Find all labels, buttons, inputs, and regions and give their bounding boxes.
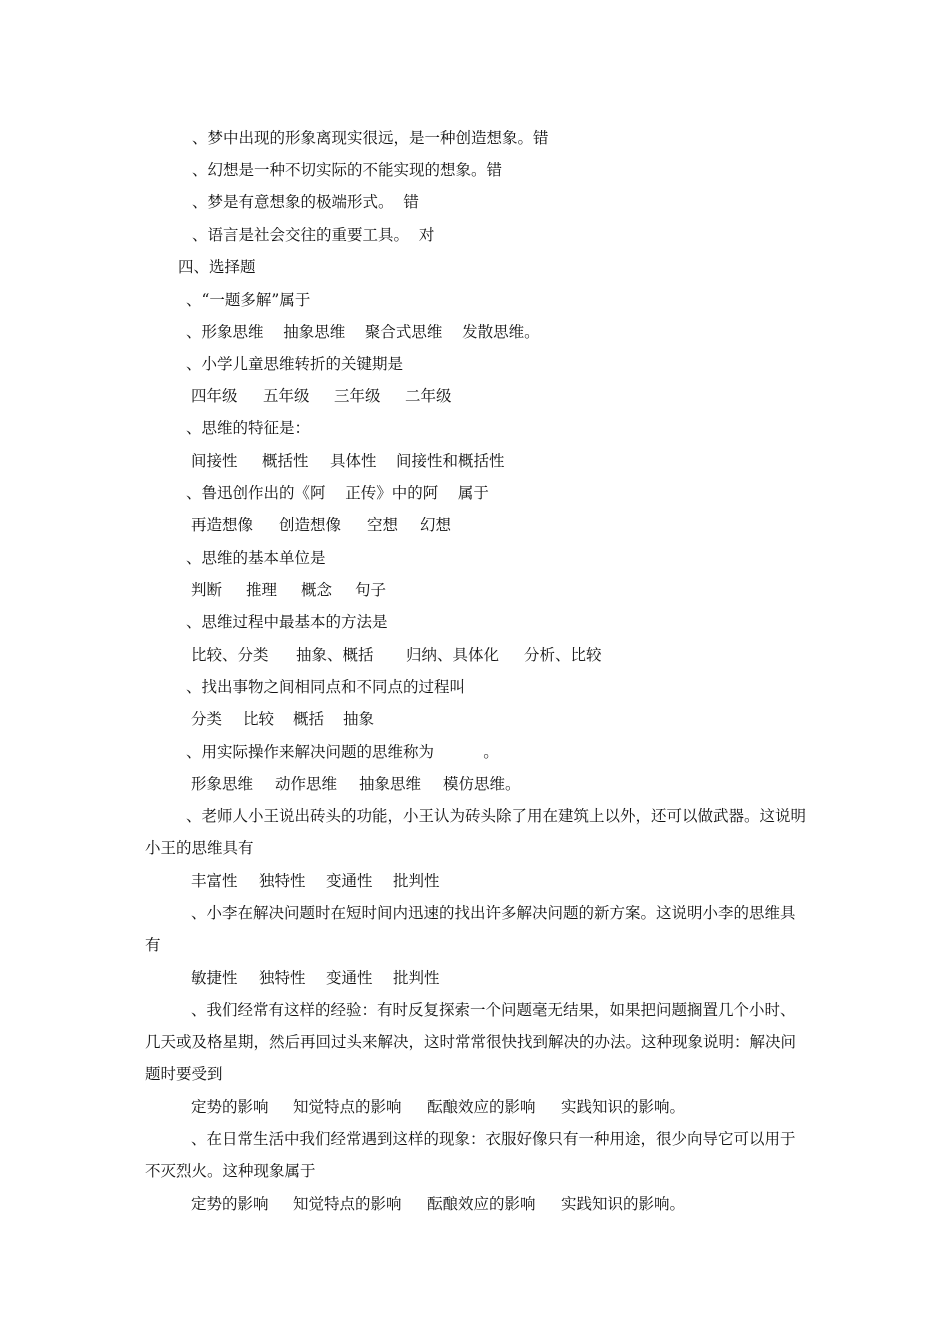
option: 知觉特点的影响 xyxy=(293,1195,402,1213)
option: 推理 xyxy=(246,581,278,599)
option: 独特性 xyxy=(259,872,306,890)
question-stem: 、在日常生活中我们经常遇到这样的现象：衣服好像只有一种用途，很少向导它可以用于不灭烈火。这种现象属于 xyxy=(145,1130,796,1180)
option: 概念 xyxy=(301,581,333,599)
option: 形象思维 xyxy=(191,775,254,793)
option: 抽象 xyxy=(343,710,375,728)
question-stem: 、找出事物之间相同点和不同点的过程叫 xyxy=(186,678,466,696)
option: 丰富性 xyxy=(191,872,238,890)
option: 间接性和概括性 xyxy=(396,452,505,470)
question-stem: 、小李在解决问题时在短时间内迅速的找出许多解决问题的新方案。这说明小李的思维具有 xyxy=(145,904,796,954)
question-options xyxy=(191,451,505,471)
question-stem: 、我们经常有这样的经验：有时反复探索一个问题毫无结果，如果把问题搁置几个小时、几天或及格星期，然后再回过头来解决，这时常常很快找到解决的办法。这种现象说明：解决问题时要受到 xyxy=(145,1001,797,1083)
option: 比较、分类 xyxy=(191,646,269,664)
question-options xyxy=(191,515,451,535)
option: 归纳、具体化 xyxy=(406,646,500,664)
question-options-line: 、形象思维 抽象思维 聚合式思维 发散思维。 xyxy=(186,323,540,341)
option: 概括性 xyxy=(262,452,309,470)
option: 模仿思维。 xyxy=(443,775,521,793)
option: 实践知识的影响。 xyxy=(561,1195,686,1213)
option: 三年级 xyxy=(334,387,381,405)
option: 定势的影响 xyxy=(191,1098,269,1116)
question-stem: 、用实际操作来解决问题的思维称为 。 xyxy=(186,743,499,761)
option: 分析、比较 xyxy=(524,646,602,664)
option: 创造想像 xyxy=(279,516,342,534)
option: 分类 xyxy=(191,710,223,728)
question-stem: 、小学儿童思维转折的关键期是 xyxy=(186,355,404,373)
option: 间接性 xyxy=(191,452,238,470)
option: 动作思维 xyxy=(275,775,338,793)
question-options xyxy=(191,871,440,891)
option: 具体性 xyxy=(330,452,377,470)
question-options xyxy=(191,1097,685,1117)
question-options xyxy=(191,968,440,988)
option: 批判性 xyxy=(393,872,440,890)
question-stem: 、鲁迅创作出的《阿 正传》中的阿 属于 xyxy=(186,484,489,502)
option: 空想 xyxy=(367,516,399,534)
option: 独特性 xyxy=(259,969,306,987)
option: 抽象、概括 xyxy=(296,646,374,664)
option: 酝酿效应的影响 xyxy=(427,1195,536,1213)
option: 敏捷性 xyxy=(191,969,238,987)
option: 五年级 xyxy=(263,387,310,405)
option: 比较 xyxy=(243,710,275,728)
judgement-item: 、梦中出现的形象离现实很远，是一种创造想象。错 xyxy=(192,129,549,147)
question-stem: 、思维过程中最基本的方法是 xyxy=(186,613,388,631)
option: 定势的影响 xyxy=(191,1195,269,1213)
question-options xyxy=(191,1194,685,1214)
judgement-item: 、语言是社会交往的重要工具。 对 xyxy=(192,226,435,244)
judgement-item: 、幻想是一种不切实际的不能实现的想象。错 xyxy=(192,161,503,179)
option: 概括 xyxy=(293,710,325,728)
judgement-item: 、梦是有意想象的极端形式。 错 xyxy=(192,193,419,211)
question-stem: 、老师人小王说出砖头的功能，小王认为砖头除了用在建筑上以外，还可以做武器。这说明小王的思维具有 xyxy=(145,807,807,857)
option: 批判性 xyxy=(393,969,440,987)
option: 再造想像 xyxy=(191,516,254,534)
option: 判断 xyxy=(191,581,223,599)
question-options xyxy=(191,580,386,600)
option: 知觉特点的影响 xyxy=(293,1098,402,1116)
option: 幻想 xyxy=(420,516,452,534)
question-stem: 、思维的特征是： xyxy=(186,419,311,437)
question-stem: 、“一题多解”属于 xyxy=(186,291,311,309)
option: 句子 xyxy=(355,581,387,599)
question-stem: 、思维的基本单位是 xyxy=(186,549,326,567)
option: 变通性 xyxy=(326,969,373,987)
question-options xyxy=(191,774,521,794)
option: 抽象思维 xyxy=(359,775,422,793)
section-title: 四、选择题 xyxy=(178,258,256,276)
question-options xyxy=(191,645,602,665)
option: 酝酿效应的影响 xyxy=(427,1098,536,1116)
question-options xyxy=(191,709,374,729)
question-options xyxy=(191,386,452,406)
option: 二年级 xyxy=(405,387,452,405)
option: 变通性 xyxy=(326,872,373,890)
option: 四年级 xyxy=(191,387,238,405)
option: 实践知识的影响。 xyxy=(561,1098,686,1116)
